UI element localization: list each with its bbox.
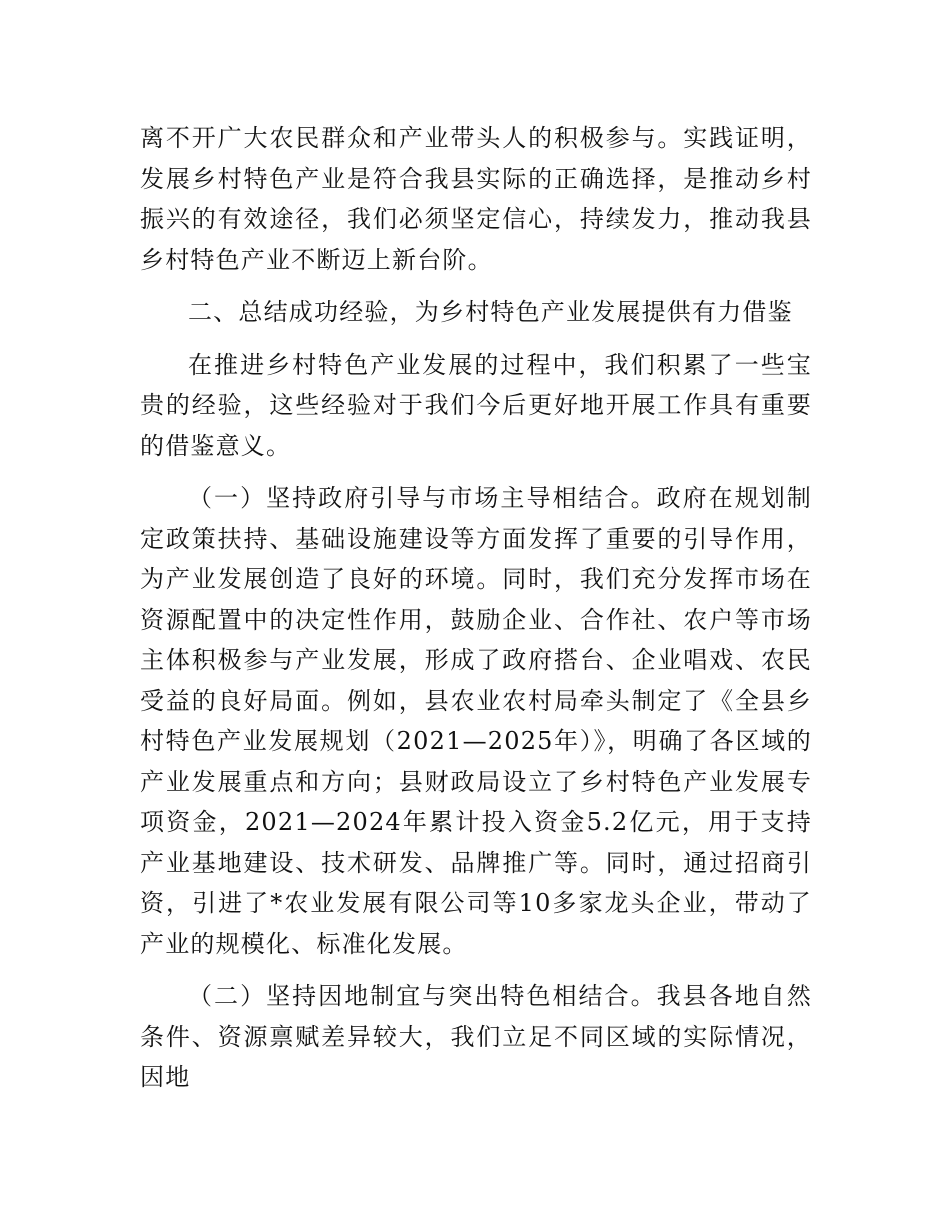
paragraph-continuation: 离不开广大农民群众和产业带头人的积极参与。实践证明，发展乡村特色产业是符合我县实际的正确选择，是推动乡村振兴的有效途径，我们必须坚定信心，持续发力，推动我县乡村特色产业不断迈上新台阶。 bbox=[140, 124, 812, 274]
paragraph-item-1: （一）坚持政府引导与市场主导相结合。政府在规划制定政策扶持、基础设施建设等方面发挥了重要的引导作用，为产业发展创造了良好的环境。同时，我们充分发挥市场在资源配置中的决定性作用，鼓励企业、合作社、农户等市场主体积极参与产业发展，形成了政府搭台、企业唱戏、农民受益的良好局面。例如，县农业农村局牵头制定了《全县乡村特色产业发展规划（2021—2025年）》，明确了各区域的产业发展重点和方向；县财政局设立了乡村特色产业发展专项资金，2021—2024年累计投入资金5.2亿元，用于支持产业基地建设、技术研发、品牌推广等。同时，通过招商引资，引进了*农业发展有限公司等10多家龙头企业，带动了产业的规模化、标准化发展。 bbox=[140, 484, 812, 958]
section-heading: 二、总结成功经验，为乡村特色产业发展提供有力借鉴 bbox=[188, 298, 793, 326]
paragraph-intro: 在推进乡村特色产业发展的过程中，我们积累了一些宝贵的经验，这些经验对于我们今后更好地开展工作具有重要的借鉴意义。 bbox=[140, 350, 812, 460]
paragraph-item-2: （二）坚持因地制宜与突出特色相结合。我县各地自然条件、资源禀赋差异较大，我们立足不同区域的实际情况，因地 bbox=[140, 982, 812, 1091]
document-page bbox=[140, 118, 812, 1110]
